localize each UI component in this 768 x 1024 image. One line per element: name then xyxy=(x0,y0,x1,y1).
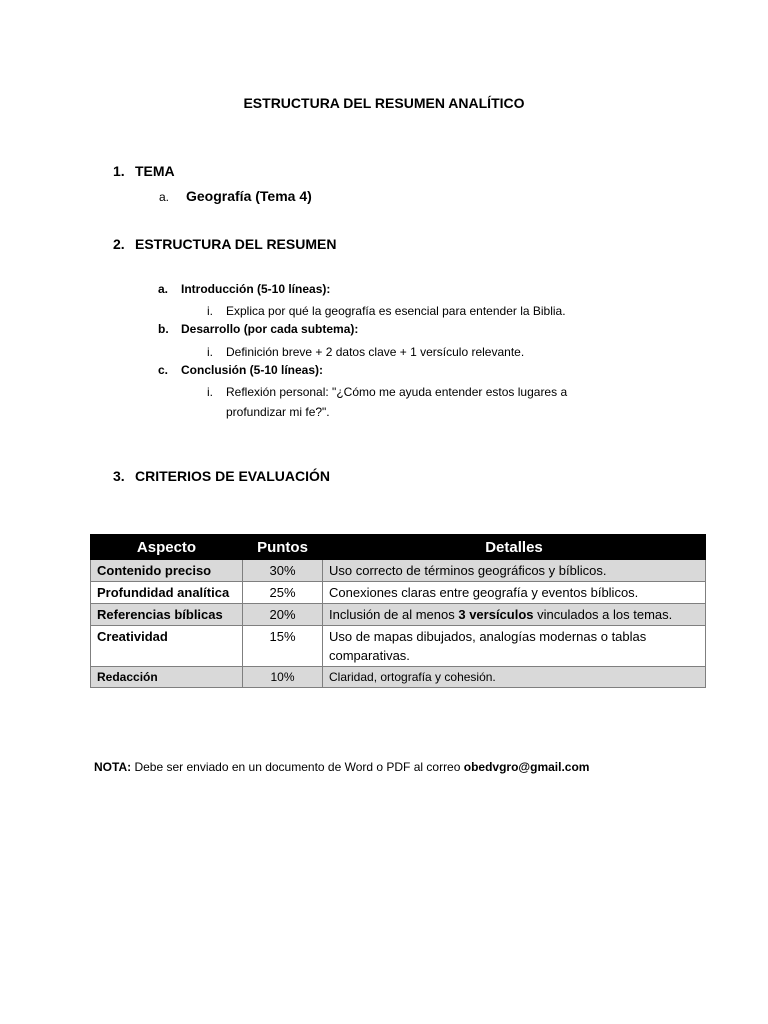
cell-points: 30% xyxy=(243,560,323,582)
column-header-puntos: Puntos xyxy=(243,535,323,560)
cell-details: Conexiones claras entre geografía y eventos bíblicos. xyxy=(323,582,706,604)
section-number: 3. xyxy=(113,468,125,484)
cell-details: Claridad, ortografía y cohesión. xyxy=(323,667,706,688)
details-text: vinculados a los temas. xyxy=(533,607,673,622)
item-letter: c. xyxy=(158,363,169,377)
cell-points: 10% xyxy=(243,667,323,688)
sub-item xyxy=(207,382,626,422)
sub-item xyxy=(207,342,626,362)
item-text: Desarrollo (por cada subtema): xyxy=(181,322,359,336)
cell-aspect: Contenido preciso xyxy=(91,560,243,582)
list-item-conclusion xyxy=(158,363,323,377)
item-letter: a. xyxy=(158,282,169,296)
cell-aspect: Referencias bíblicas xyxy=(91,604,243,626)
section-number: 1. xyxy=(113,163,125,179)
item-letter: a. xyxy=(159,190,170,204)
item-roman: i. xyxy=(207,385,213,399)
item-letter: b. xyxy=(158,322,169,336)
section-number: 2. xyxy=(113,236,125,252)
table-header-row xyxy=(91,535,706,560)
cell-points: 15% xyxy=(243,626,323,667)
table-row xyxy=(91,560,706,582)
section-heading-estructura xyxy=(113,236,336,252)
details-text: Inclusión de al menos xyxy=(329,607,459,622)
document-title: ESTRUCTURA DEL RESUMEN ANALÍTICO xyxy=(243,95,525,111)
item-text: Reflexión personal: "¿Cómo me ayuda entender estos lugares a profundizar mi fe?". xyxy=(226,385,568,419)
item-text: Explica por qué la geografía es esencial para entender la Biblia. xyxy=(226,304,566,318)
sub-item xyxy=(207,301,626,321)
table-row xyxy=(91,604,706,626)
section-title: ESTRUCTURA DEL RESUMEN xyxy=(135,236,337,252)
note-email: obedvgro@gmail.com xyxy=(463,760,590,774)
item-text: Definición breve + 2 datos clave + 1 versículo relevante. xyxy=(226,345,525,359)
cell-aspect: Creatividad xyxy=(91,626,243,667)
note-label: NOTA: xyxy=(94,760,132,774)
table-row xyxy=(91,626,706,667)
cell-details xyxy=(323,604,706,626)
cell-details: Uso de mapas dibujados, analogías modernas o tablas comparativas. xyxy=(323,626,706,667)
details-bold-text: 3 versículos xyxy=(458,607,534,622)
item-roman: i. xyxy=(207,304,213,318)
item-text: Geografía (Tema 4) xyxy=(186,188,312,204)
criteria-table xyxy=(90,534,706,688)
column-header-detalles: Detalles xyxy=(323,535,706,560)
section-heading-tema xyxy=(113,163,175,179)
list-item-introduccion xyxy=(158,282,330,296)
note-text: Debe ser enviado en un documento de Word o PDF al correo xyxy=(131,760,464,774)
item-text: Conclusión (5-10 líneas): xyxy=(181,363,324,377)
cell-aspect: Profundidad analítica xyxy=(91,582,243,604)
section-title: TEMA xyxy=(135,163,175,179)
cell-aspect: Redacción xyxy=(91,667,243,688)
item-roman: i. xyxy=(207,345,213,359)
cell-details: Uso correcto de términos geográficos y bíblicos. xyxy=(323,560,706,582)
table-row xyxy=(91,667,706,688)
tema-item xyxy=(159,188,312,204)
table-row xyxy=(91,582,706,604)
item-text: Introducción (5-10 líneas): xyxy=(181,282,331,296)
section-heading-criterios xyxy=(113,468,330,484)
column-header-aspecto: Aspecto xyxy=(91,535,243,560)
note xyxy=(94,760,589,774)
section-title: CRITERIOS DE EVALUACIÓN xyxy=(135,468,330,484)
cell-points: 25% xyxy=(243,582,323,604)
list-item-desarrollo xyxy=(158,322,358,336)
cell-points: 20% xyxy=(243,604,323,626)
